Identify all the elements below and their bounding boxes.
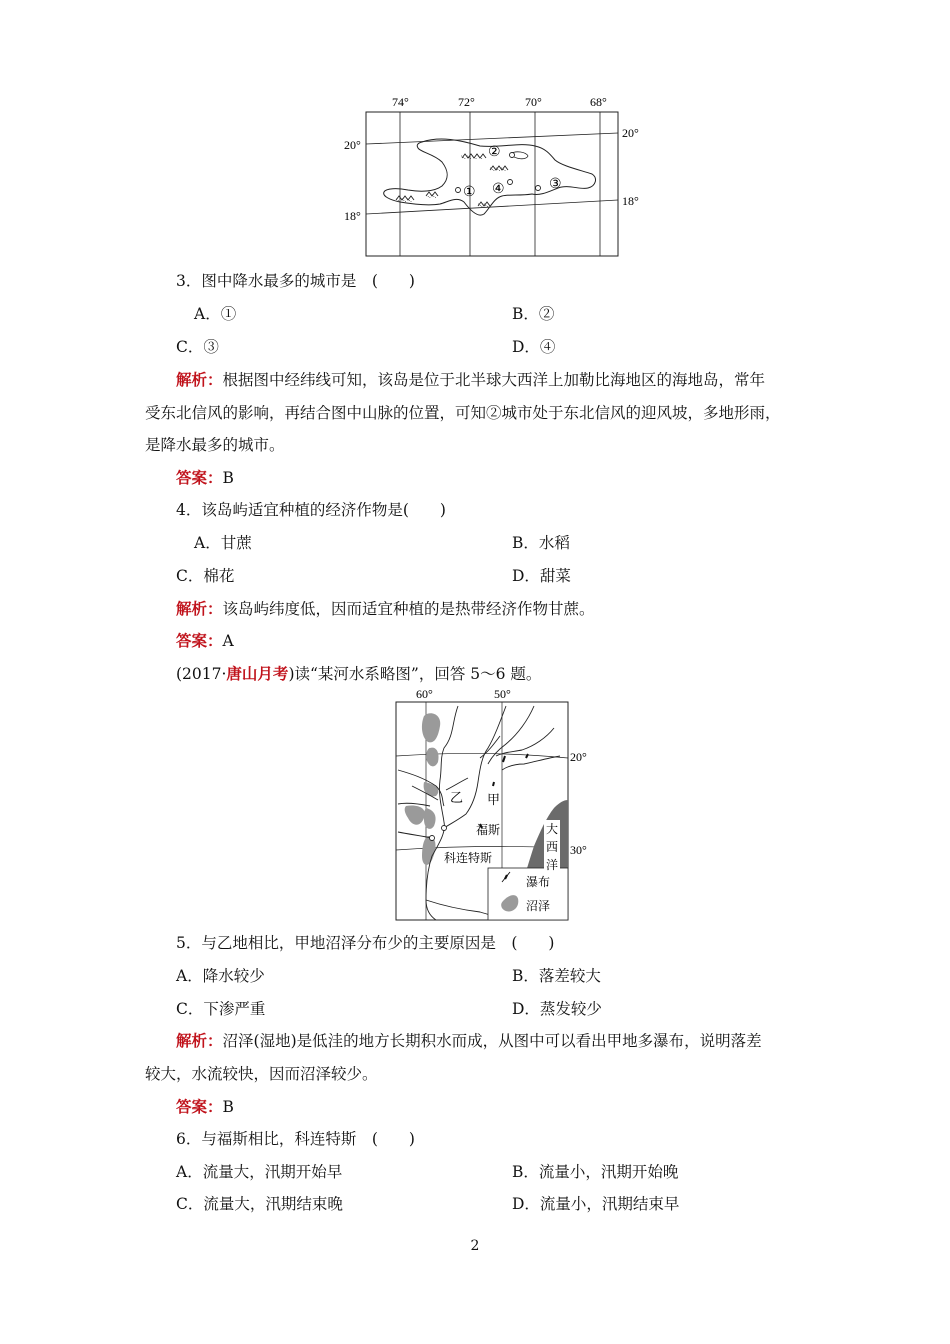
lon-label: 60° [416,687,433,701]
city-marker-2: ② [488,145,501,160]
river-system-map [384,686,594,924]
analysis-label: 解析： [176,370,223,389]
answer-value: B [222,469,234,487]
analysis-label: 解析： [176,1031,223,1050]
q5-answer [176,1097,234,1117]
answer-value: A [222,632,234,650]
q3-option-a: A．① [194,305,237,323]
lat-label: 30° [570,843,587,857]
q4-option-b: B．水稻 [512,534,570,552]
analysis-text: 沼泽(湿地)是低洼的地方长期积水而成，从图中可以看出甲地多瀑布，说明落差 [222,1032,762,1050]
q5-analysis [176,1031,762,1051]
answer-label: 答案： [176,1097,223,1116]
lat-label: 20° [622,126,639,140]
lat-label: 18° [344,209,361,223]
lon-label: 72° [458,95,475,109]
analysis-text: 该岛屿纬度低，因而适宜种植的是热带经济作物甘蔗。 [222,600,595,618]
analysis-label: 解析： [176,599,223,618]
q3-option-c: C．③ [176,338,219,356]
place-jia: 甲 [487,792,501,807]
q6-option-c: C．流量大，汛期结束晚 [176,1195,343,1213]
legend-swamp: 沼泽 [526,899,551,913]
lat-label: 20° [344,138,361,152]
svg-text:᨞᨞᨞: ᨞᨞᨞ [396,195,413,204]
answer-value: B [222,1098,234,1116]
q6-stem: 6．与福斯相比，科连特斯 ( ) [176,1130,415,1148]
q5-analysis-line: 较大，水流较快，因而沼泽较少。 [145,1065,378,1083]
ocean-label: 洋 [546,858,559,872]
q5-option-d: D．蒸发较少 [512,1000,602,1018]
svg-text:᨞᨞᨞᨞: ᨞᨞᨞᨞ [461,152,484,161]
page-number: 2 [470,1238,480,1254]
lon-label: 68° [590,95,607,109]
ocean-label: 西 [546,840,559,854]
island-map [330,90,650,262]
lat-label: 20° [570,750,587,764]
q3-analysis-line: 受东北信风的影响，再结合图中山脉的位置，可知②城市处于东北信风的迎风坡，多地形雨， [145,404,781,422]
q5-option-c: C．下渗严重 [176,1000,266,1018]
q3-analysis [176,370,765,390]
q5-stem: 5．与乙地相比，甲地沼泽分布少的主要原因是 ( ) [176,934,555,952]
q5-option-a: A．降水较少 [176,967,265,985]
city-marker-3: ③ [549,177,562,192]
svg-text:᨞᨞: ᨞᨞ [426,191,438,200]
q6-option-b: B．流量小，汛期开始晚 [512,1163,679,1181]
q4-option-d: D．甜菜 [512,567,571,585]
city-marker-1: ① [463,185,476,200]
place-yi: 乙 [450,790,464,805]
lon-label: 74° [392,95,409,109]
source-label: 唐山月考 [226,664,289,683]
q4-analysis [176,599,595,619]
q3-option-d: D．④ [512,338,556,356]
q4-option-a: A．甘蔗 [194,534,252,552]
q6-option-a: A．流量大，汛期开始早 [176,1163,343,1181]
lon-label: 70° [525,95,542,109]
answer-label: 答案： [176,468,223,487]
q4-option-c: C．棉花 [176,567,235,585]
q5-option-b: B．落差较大 [512,967,601,985]
svg-text:᨞᨞: ᨞᨞ [478,200,490,209]
q3-answer [176,468,234,488]
q3-analysis-line: 是降水最多的城市。 [145,436,285,454]
svg-text:᨞᨞᨞: ᨞᨞᨞ [490,164,507,173]
intro-5-6: (2017·唐山月考)读“某河水系略图”，回答 5～6 题。 [176,664,542,683]
ocean-label: 大 [546,822,559,836]
q6-option-d: D．流量小，汛期结束早 [512,1195,680,1213]
city-marker-4: ④ [492,182,505,197]
q3-stem: 3．图中降水最多的城市是 ( ) [176,272,415,290]
lat-label: 18° [622,194,639,208]
lon-label: 50° [494,687,511,701]
legend-waterfall: 瀑布 [526,875,551,889]
city-fusi: 福斯 [476,823,501,837]
city-kelian: 科连特斯 [444,851,493,865]
answer-label: 答案： [176,631,223,650]
analysis-text: 根据图中经纬线可知，该岛是位于北半球大西洋上加勒比海地区的海地岛，常年 [222,371,766,389]
q4-answer [176,631,234,651]
q3-option-b: B．② [512,305,555,323]
q4-stem: 4．该岛屿适宜种植的经济作物是( ) [176,501,446,519]
